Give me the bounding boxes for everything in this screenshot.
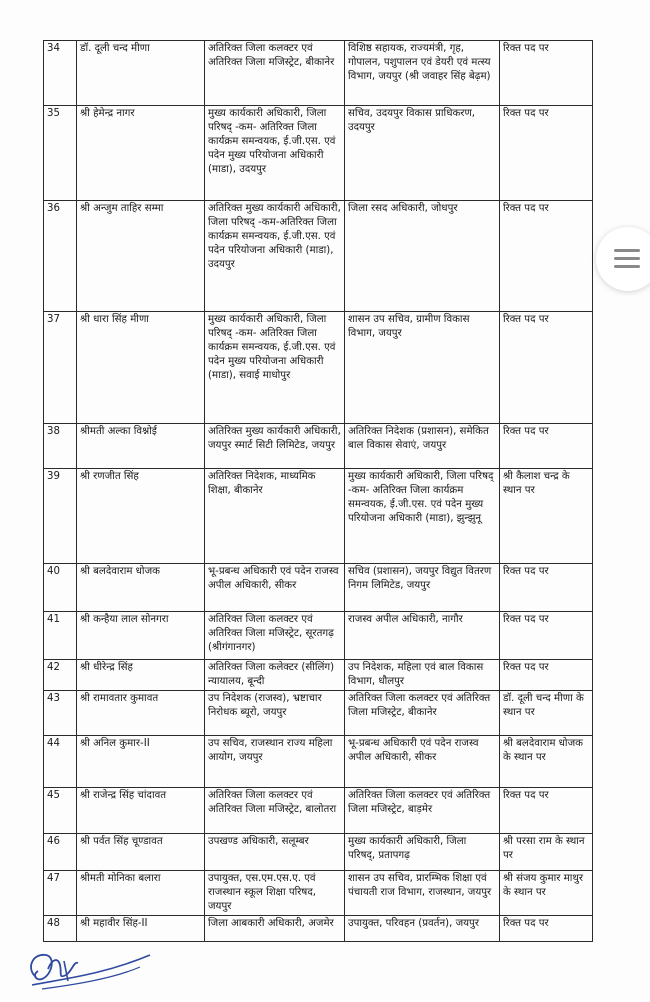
cell-remark: श्री कैलाश चन्द्र के स्थान पर [500, 469, 593, 564]
cell-remark: रिक्त पद पर [500, 201, 593, 312]
table-row [44, 201, 593, 312]
cell-remark: रिक्त पद पर [500, 788, 593, 834]
cell-name: श्रीमती अल्का विश्नोई [77, 424, 205, 469]
cell-to: सचिव (प्रशासन), जयपुर विद्युत वितरण निगम लिमिटेड, जयपुर [345, 564, 500, 612]
cell-to: मुख्य कार्यकारी अधिकारी, जिला परिषद् -कम- अतिरिक्त जिला कार्यक्रम समन्वयक, ई.जी.एस. एवं पदेन मुख्य परियोजना अधिकारी (माडा), झुन्झुनू [345, 469, 500, 564]
cell-from: उपायुक्त, एस.एम.एस.ए. एवं राजस्थान स्कूल शिक्षा परिषद, जयपुर [205, 871, 345, 916]
cell-to: उपायुक्त, परिवहन (प्रवर्तन), जयपुर [345, 916, 500, 942]
cell-to: विशिष्ठ सहायक, राज्यमंत्री, गृह, गोपालन, पशुपालन एवं डेयरी एवं मत्स्य विभाग, जयपुर (श्री जवाहर सिंह बेढ़म) [345, 41, 500, 106]
cell-from: मुख्य कार्यकारी अधिकारी, जिला परिषद् -कम- अतिरिक्त जिला कार्यक्रम समन्वयक, ई.जी.एस. एवं पदेन मुख्य परियोजना अधिकारी (माडा), उदयपुर [205, 106, 345, 201]
cell-sn: 38 [44, 424, 77, 469]
cell-sn: 37 [44, 312, 77, 424]
cell-sn: 40 [44, 564, 77, 612]
cell-to: अतिरिक्त जिला कलक्टर एवं अतिरिक्त जिला मजिस्ट्रेट, बाड़मेर [345, 788, 500, 834]
cell-to: सचिव, उदयपुर विकास प्राधिकरण, उदयपुर [345, 106, 500, 201]
cell-name: श्री अनिल कुमार-II [77, 736, 205, 788]
cell-from: भू-प्रबन्ध अधिकारी एवं पदेन राजस्व अपील अधिकारी, सीकर [205, 564, 345, 612]
cell-from: अतिरिक्त मुख्य कार्यकारी अधिकारी, जयपुर स्मार्ट सिटी लिमिटेड, जयपुर [205, 424, 345, 469]
cell-from: अतिरिक्त जिला कलक्टर एवं अतिरिक्त जिला मजिस्ट्रेट, बीकानेर [205, 41, 345, 106]
cell-name: डॉ. दूली चन्द मीणा [77, 41, 205, 106]
cell-from: उपखण्ड अधिकारी, सलूम्बर [205, 834, 345, 871]
cell-name: श्री पर्वत सिंह चूण्डावत [77, 834, 205, 871]
cell-sn: 34 [44, 41, 77, 106]
cell-remark: श्री संजय कुमार माथुर के स्थान पर [500, 871, 593, 916]
cell-to: शासन उप सचिव, ग्रामीण विकास विभाग, जयपुर [345, 312, 500, 424]
table-row [44, 469, 593, 564]
table-row [44, 424, 593, 469]
cell-sn: 41 [44, 612, 77, 660]
cell-from: अतिरिक्त मुख्य कार्यकारी अधिकारी, जिला परिषद् -कम-अतिरिक्त जिला कार्यक्रम समन्वयक, ई.जी.एस. एवं पदेन परियोजना अधिकारी (माडा), उदयपुर [205, 201, 345, 312]
table-row [44, 106, 593, 201]
cell-remark: रिक्त पद पर [500, 564, 593, 612]
cell-name: श्री कन्हैया लाल सोनगरा [77, 612, 205, 660]
cell-remark: रिक्त पद पर [500, 916, 593, 942]
cell-sn: 43 [44, 691, 77, 736]
cell-to: उप निदेशक, महिला एवं बाल विकास विभाग, धौलपुर [345, 660, 500, 691]
cell-remark: रिक्त पद पर [500, 612, 593, 660]
cell-to: भू-प्रबन्ध अधिकारी एवं पदेन राजस्व अपील अधिकारी, सीकर [345, 736, 500, 788]
cell-to: जिला रसद अधिकारी, जोधपुर [345, 201, 500, 312]
cell-from: मुख्य कार्यकारी अधिकारी, जिला परिषद् -कम- अतिरिक्त जिला कार्यक्रम समन्वयक, ई.जी.एस. एवं पदेन मुख्य परियोजना अधिकारी (माडा), सवाई माधोपुर [205, 312, 345, 424]
cell-from: अतिरिक्त जिला कलक्टर एवं अतिरिक्त जिला मजिस्ट्रेट, सूरतगढ़ (श्रीगंगानगर) [205, 612, 345, 660]
cell-from: जिला आबकारी अधिकारी, अजमेर [205, 916, 345, 942]
cell-name: श्री राजेन्द्र सिंह चांदावत [77, 788, 205, 834]
cell-name: श्री रणजीत सिंह [77, 469, 205, 564]
hamburger-menu-icon-line [614, 257, 640, 260]
cell-name: श्री धारा सिंह मीणा [77, 312, 205, 424]
cell-remark: रिक्त पद पर [500, 660, 593, 691]
cell-from: उप सचिव, राजस्थान राज्य महिला आयोग, जयपुर [205, 736, 345, 788]
cell-name: श्री महावीर सिंह-II [77, 916, 205, 942]
cell-to: राजस्व अपील अधिकारी, नागौर [345, 612, 500, 660]
cell-from: अतिरिक्त जिला कलेक्टर (सीलिंग) न्यायालय, बून्दी [205, 660, 345, 691]
cell-to: अतिरिक्त निदेशक (प्रशासन), समेकित बाल विकास सेवाएं, जयपुर [345, 424, 500, 469]
cell-to: अतिरिक्त जिला कलक्टर एवं अतिरिक्त जिला मजिस्ट्रेट, बीकानेर [345, 691, 500, 736]
table-row [44, 834, 593, 871]
cell-remark: श्री परसा राम के स्थान पर [500, 834, 593, 871]
cell-remark: श्री बलदेवाराम धोजक के स्थान पर [500, 736, 593, 788]
menu-button[interactable] [596, 227, 650, 291]
cell-remark: डॉ. दूली चन्द मीणा के स्थान पर [500, 691, 593, 736]
table-row [44, 736, 593, 788]
cell-sn: 35 [44, 106, 77, 201]
table-row [44, 660, 593, 691]
table-row [44, 788, 593, 834]
cell-sn: 46 [44, 834, 77, 871]
cell-remark: रिक्त पद पर [500, 41, 593, 106]
cell-sn: 42 [44, 660, 77, 691]
hamburger-menu-icon [614, 249, 640, 252]
cell-name: श्री अन्जुम ताहिर सम्मा [77, 201, 205, 312]
cell-remark: रिक्त पद पर [500, 424, 593, 469]
cell-sn: 47 [44, 871, 77, 916]
table-row [44, 41, 593, 106]
hamburger-menu-icon-line [614, 265, 640, 268]
cell-name: श्री बलदेवाराम धोजक [77, 564, 205, 612]
table-row [44, 612, 593, 660]
cell-sn: 39 [44, 469, 77, 564]
cell-from: उप निदेशक (राजस्व), भ्रष्टाचार निरोधक ब्यूरो, जयपुर [205, 691, 345, 736]
cell-name: श्री हेमेन्द्र नागर [77, 106, 205, 201]
cell-sn: 45 [44, 788, 77, 834]
cell-name: श्री धीरेन्द्र सिंह [77, 660, 205, 691]
table-row [44, 691, 593, 736]
cell-name: श्री रामावतार कुमावत [77, 691, 205, 736]
transfer-table-body [44, 41, 593, 942]
cell-from: अतिरिक्त निदेशक, माध्यमिक शिक्षा, बीकानेर [205, 469, 345, 564]
cell-remark: रिक्त पद पर [500, 312, 593, 424]
cell-to: मुख्य कार्यकारी अधिकारी, जिला परिषद्, प्रतापगढ़ [345, 834, 500, 871]
table-row [44, 312, 593, 424]
signature-image [22, 935, 162, 995]
cell-from: अतिरिक्त जिला कलक्टर एवं अतिरिक्त जिला मजिस्ट्रेट, बालोतरा [205, 788, 345, 834]
cell-sn: 48 [44, 916, 77, 942]
cell-to: शासन उप सचिव, प्रारम्भिक शिक्षा एवं पंचायती राज विभाग, राजस्थान, जयपुर [345, 871, 500, 916]
cell-sn: 44 [44, 736, 77, 788]
transfer-table [43, 40, 593, 942]
cell-remark: रिक्त पद पर [500, 106, 593, 201]
table-row [44, 564, 593, 612]
table-row [44, 871, 593, 916]
cell-name: श्रीमती मोनिका बलारा [77, 871, 205, 916]
cell-sn: 36 [44, 201, 77, 312]
